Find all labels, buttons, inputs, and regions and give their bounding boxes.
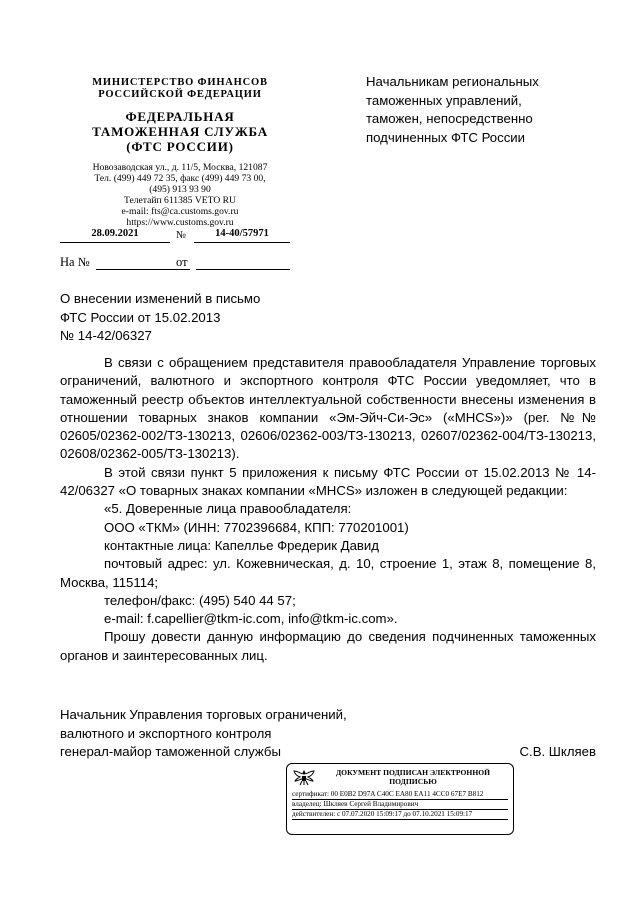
signer-position-3: генерал-майор таможенной службы — [60, 744, 281, 759]
email-line: e-mail: fts@ca.customs.gov.ru — [121, 206, 239, 217]
document-date: 28.09.2021 — [60, 228, 170, 243]
quote-company: ООО «ТКМ» (ИНН: 7702396684, КПП: 770201001) — [104, 519, 409, 535]
signature-block — [60, 706, 596, 762]
stamp-validity: действителен: с 07.07.2020 15:09:17 до 07.10.2021 15:09:17 — [292, 810, 508, 820]
letter-body — [60, 354, 596, 665]
quote-heading: «5. Доверенные лица правообладателя: — [104, 501, 352, 517]
quote-address: почтовый адрес: ул. Кожевническая, д. 10, строение 1, этаж 8, помещение 8, Москва, 115114; — [60, 556, 596, 590]
stamp-owner: владелец: Шкляев Сергей Владимирович — [292, 800, 508, 810]
reply-to-line — [60, 255, 300, 270]
body-paragraph-1: В связи с обращением представителя правообладателя Управление торговых ограничений, валютного и экспортного контроля ФТС России уведомляет, что в таможенный реестр объектов интеллектуальной собственности внесены изменения в отношении товарных знаков компании «Эм-Эйч-Си-Эс» («MHCS»)» (рег. №№ 02605/02362-002/ТЗ-130213, 02606/02362-003/ТЗ-130213, 02607/02362-004/ТЗ-130213, 02608/02362-005/ТЗ-130213). — [60, 355, 596, 462]
from-label: от — [176, 255, 188, 269]
eagle-emblem-icon — [292, 768, 316, 786]
document-number: 14-40/57971 — [194, 228, 290, 243]
website-line: https://www.customs.gov.ru — [126, 217, 234, 228]
signer-name: С.В. Шкляев — [519, 744, 596, 759]
reply-to-label: На № — [60, 255, 90, 269]
phone-line: Тел. (499) 449 72 35, факс (499) 449 73 00, — [94, 173, 266, 184]
teletype-line: Телетайп 611385 VETO RU — [124, 195, 236, 206]
addressee: Начальникам региональных таможенных управлений, таможен, непосредственно подчиненных ФТС России — [366, 74, 539, 145]
service-contacts — [60, 162, 300, 228]
service-name: ФЕДЕРАЛЬНАЯ ТАМОЖЕННАЯ СЛУЖБА (ФТС РОССИИ) — [92, 109, 268, 154]
e-signature-stamp — [286, 763, 514, 835]
quote-email: e-mail: f.capellier@tkm-ic.com, info@tkm-ic.com». — [104, 611, 398, 627]
letter-subject: О внесении изменений в письмо ФТС России от 15.02.2013 № 14-42/06327 — [60, 291, 261, 343]
stamp-details — [292, 790, 508, 820]
address-line: Новозаводская ул., д. 11/5, Москва, 121087 — [92, 162, 268, 173]
reply-date-blank — [196, 269, 290, 270]
ministry-name: МИНИСТЕРСТВО ФИНАНСОВ РОССИЙСКОЙ ФЕДЕРАЦИИ — [92, 77, 268, 100]
stamp-title: ДОКУМЕНТ ПОДПИСАН ЭЛЕКТРОННОЙ ПОДПИСЬЮ — [335, 768, 491, 786]
signer-position-2: валютного и экспортного контроля — [60, 725, 272, 741]
stamp-certificate: сертификат: 00 E0B2 D97A C40C EA80 EA11 4CC0 67E7 B812 — [292, 790, 508, 800]
number-sign: № — [176, 230, 187, 241]
quote-contact: контактные лица: Капеллье Фредерик Давид — [104, 537, 379, 553]
phone-line-2: (495) 913 93 90 — [149, 184, 211, 195]
body-paragraph-2: В этой связи пункт 5 приложения к письму ФТС России от 15.02.2013 № 14-42/06327 «О товарных знаках компании «MHCS» изложен в следующей редакции: — [60, 464, 596, 499]
signer-position-1: Начальник Управления торговых ограничений, — [60, 707, 347, 722]
letterhead — [60, 77, 300, 228]
body-paragraph-3: Прошу довести данную информацию до сведения подчиненных таможенных органов и заинтересованных лиц. — [60, 629, 596, 663]
quote-phone: телефон/факс: (495) 540 44 57; — [104, 592, 296, 608]
